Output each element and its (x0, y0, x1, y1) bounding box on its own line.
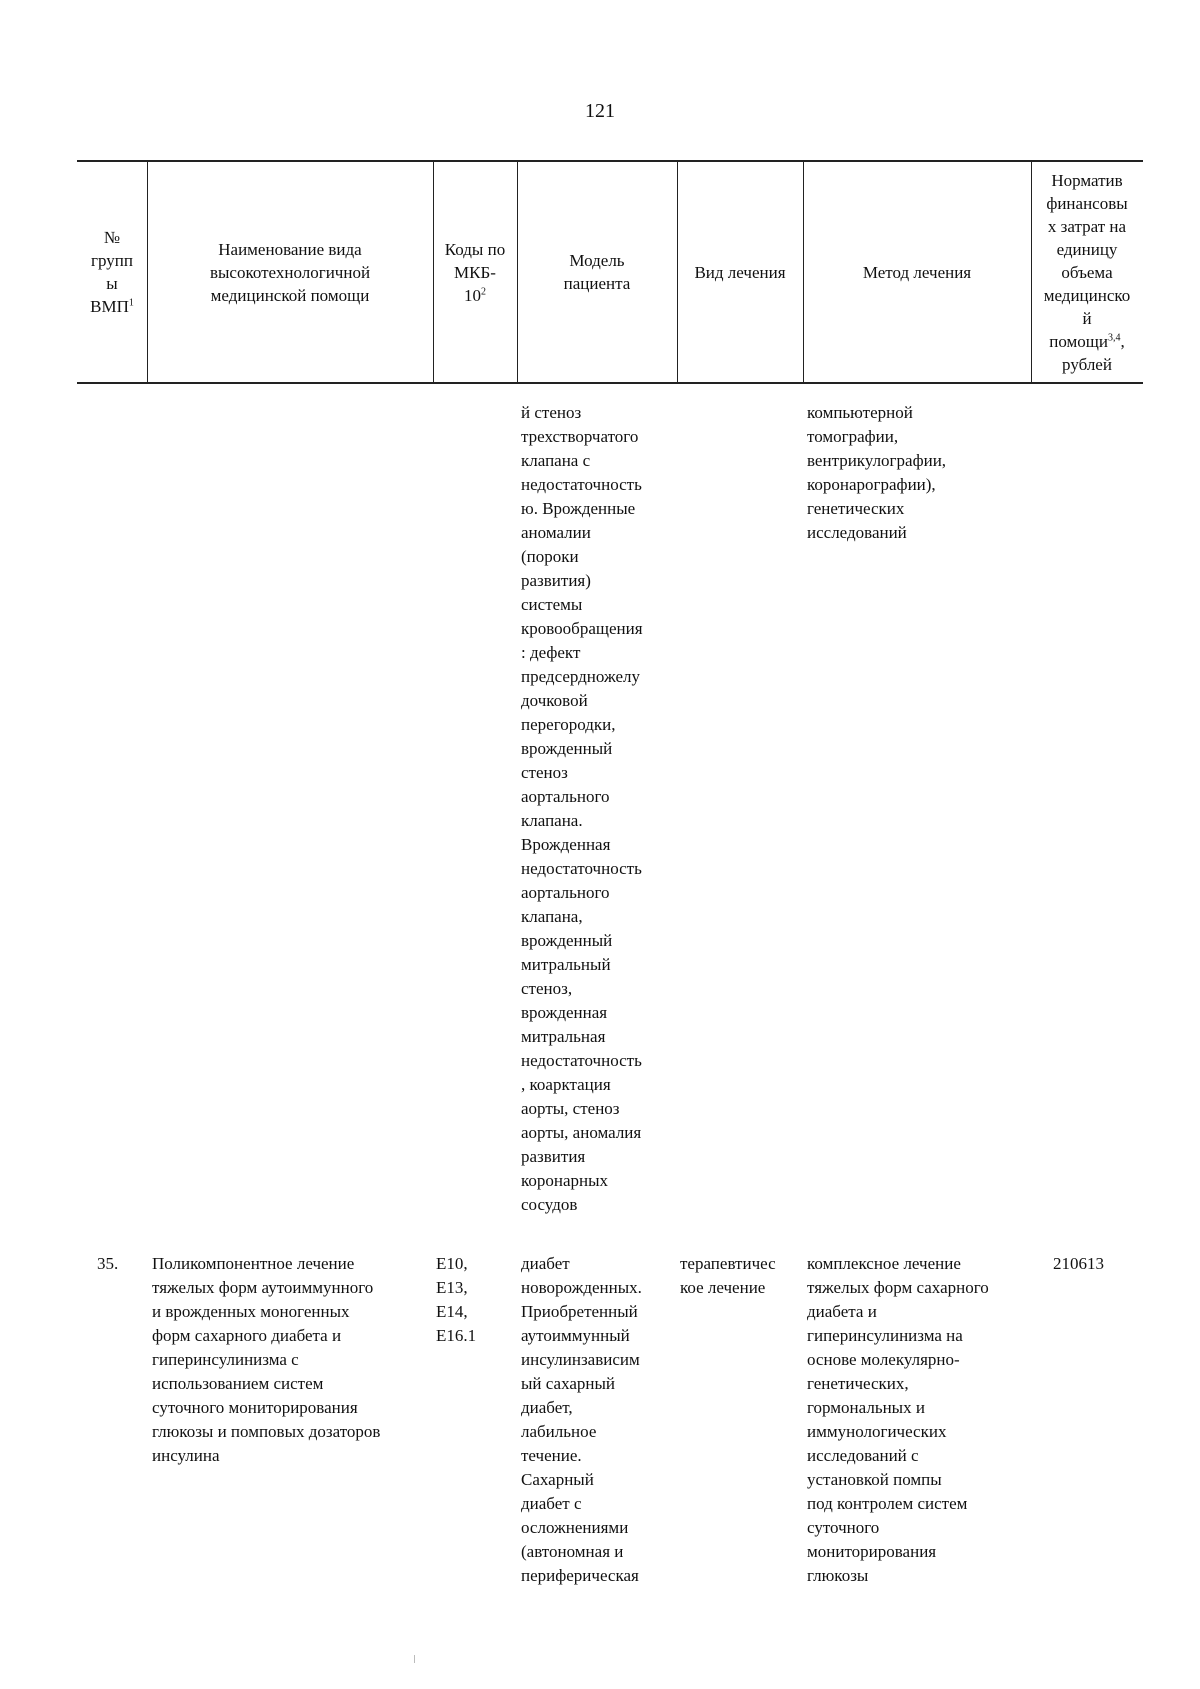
continuation-patient-model: й стеноз трехстворчатого клапана с недостаточность ю. Врожденные аномалии (пороки развития) системы кровообращения : дефект предсердножелу дочковой перегородки, врожденный стеноз аортального клапана. Врожденная недостаточность аортального клапана, врожденный митральный стеноз, врожденная митральная недостаточность , коарктация аорты, стеноз аорты, аномалия развития коронарных сосудов (521, 403, 643, 1214)
scan-mark (414, 1655, 415, 1663)
page-number: 121 (585, 100, 615, 122)
row-cost-norm: 210613 (1053, 1254, 1104, 1273)
table-header (77, 160, 1143, 384)
row-treatment-method: комплексное лечение тяжелых форм сахарного диабета и гиперинсулинизма на основе молекулярно- генетических, гормональных и иммунологических исследований с установкой помпы под контролем систем суточного мониторирования глюкозы (807, 1254, 989, 1585)
row-care-type-name: Поликомпонентное лечение тяжелых форм аутоиммунного и врожденных моногенных форм сахарного диабета и гиперинсулинизма с использованием систем суточного мониторирования глюкозы и помповых дозаторов инсулина (152, 1254, 381, 1465)
header-treatment-method: Метод лечения (862, 262, 972, 282)
row-patient-model: диабет новорожденных. Приобретенный аутоиммунный инсулинзависим ый сахарный диабет, лабильное течение. Сахарный диабет с осложнениями (автономная и периферическая (521, 1254, 642, 1585)
header-care-type-name: Наименование вида высокотехнологичной медицинской помощи (209, 239, 371, 305)
continuation-treatment-method: компьютерной томографии, вентрикулографии, коронарографии), генетических исследований (807, 403, 947, 542)
row-treatment-type: терапевтичес кое лечение (680, 1254, 776, 1297)
header-group-number: № групп ы ВМП$^1$ (90, 228, 134, 316)
row-icd-codes: E10, E13, E14, E16.1 (436, 1254, 477, 1345)
header-cost-norm: Норматив финансовы х затрат на единицу объема медицинско й помощи$^{3,4}$, рублей (1043, 170, 1131, 374)
row-group-number: 35. (97, 1254, 119, 1273)
header-icd-codes: Коды по МКБ- $10^2$ (444, 239, 506, 305)
header-patient-model: Модель пациента (563, 251, 631, 293)
header-treatment-type: Вид лечения (694, 262, 786, 282)
